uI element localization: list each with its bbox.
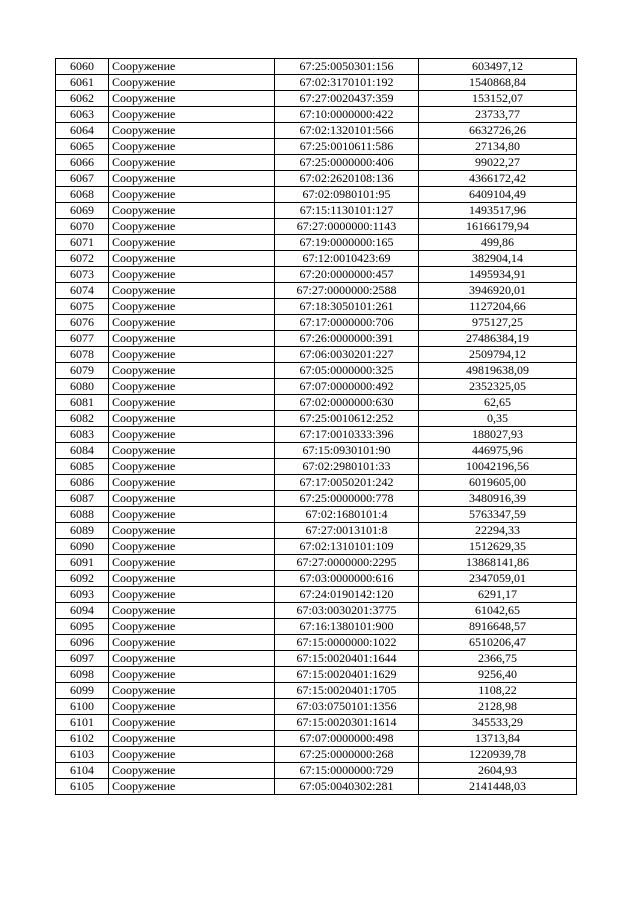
table-row: [56, 571, 577, 587]
cadastral-value-cell: 16166179,94: [419, 219, 577, 235]
cadastral-value-cell: 603497,12: [419, 59, 577, 75]
object-type-cell: Сооружение: [109, 235, 275, 251]
row-number-cell: 6072: [56, 251, 109, 267]
object-type-cell: Сооружение: [109, 619, 275, 635]
table-row: [56, 59, 577, 75]
object-type-cell: Сооружение: [109, 267, 275, 283]
table-row: [56, 699, 577, 715]
cadastral-value-cell: 0,35: [419, 411, 577, 427]
row-number-cell: 6086: [56, 475, 109, 491]
row-number-cell: 6068: [56, 187, 109, 203]
cadastral-value-cell: 2347059,01: [419, 571, 577, 587]
cadastral-value-cell: 2141448,03: [419, 779, 577, 795]
object-type-cell: Сооружение: [109, 475, 275, 491]
object-type-cell: Сооружение: [109, 539, 275, 555]
row-number-cell: 6080: [56, 379, 109, 395]
cadastral-value-cell: 5763347,59: [419, 507, 577, 523]
cadastral-number-cell: 67:10:0000000:422: [275, 107, 419, 123]
row-number-cell: 6090: [56, 539, 109, 555]
cadastral-value-cell: 27134,80: [419, 139, 577, 155]
table-row: [56, 395, 577, 411]
row-number-cell: 6066: [56, 155, 109, 171]
cadastral-value-cell: 1108,22: [419, 683, 577, 699]
cadastral-number-cell: 67:18:3050101:261: [275, 299, 419, 315]
table-row: [56, 219, 577, 235]
cadastral-number-cell: 67:02:1310101:109: [275, 539, 419, 555]
object-type-cell: Сооружение: [109, 171, 275, 187]
cadastral-value-cell: 8916648,57: [419, 619, 577, 635]
cadastral-number-cell: 67:19:0000000:165: [275, 235, 419, 251]
cadastral-value-cell: 99022,27: [419, 155, 577, 171]
row-number-cell: 6060: [56, 59, 109, 75]
cadastral-number-cell: 67:15:0020401:1705: [275, 683, 419, 699]
table-row: [56, 91, 577, 107]
table-row: [56, 347, 577, 363]
row-number-cell: 6094: [56, 603, 109, 619]
object-type-cell: Сооружение: [109, 715, 275, 731]
table-row: [56, 299, 577, 315]
object-type-cell: Сооружение: [109, 395, 275, 411]
registry-table-body: [56, 59, 577, 795]
object-type-cell: Сооружение: [109, 523, 275, 539]
table-row: [56, 267, 577, 283]
object-type-cell: Сооружение: [109, 347, 275, 363]
row-number-cell: 6103: [56, 747, 109, 763]
row-number-cell: 6078: [56, 347, 109, 363]
cadastral-number-cell: 67:15:0020401:1629: [275, 667, 419, 683]
cadastral-number-cell: 67:15:0020401:1644: [275, 651, 419, 667]
table-row: [56, 139, 577, 155]
cadastral-number-cell: 67:25:0050301:156: [275, 59, 419, 75]
cadastral-number-cell: 67:15:1130101:127: [275, 203, 419, 219]
cadastral-value-cell: 1540868,84: [419, 75, 577, 91]
object-type-cell: Сооружение: [109, 491, 275, 507]
object-type-cell: Сооружение: [109, 555, 275, 571]
object-type-cell: Сооружение: [109, 731, 275, 747]
table-row: [56, 315, 577, 331]
row-number-cell: 6062: [56, 91, 109, 107]
object-type-cell: Сооружение: [109, 363, 275, 379]
table-row: [56, 155, 577, 171]
row-number-cell: 6079: [56, 363, 109, 379]
table-row: [56, 331, 577, 347]
cadastral-number-cell: 67:03:0030201:3775: [275, 603, 419, 619]
table-row: [56, 411, 577, 427]
row-number-cell: 6081: [56, 395, 109, 411]
cadastral-value-cell: 345533,29: [419, 715, 577, 731]
row-number-cell: 6063: [56, 107, 109, 123]
cadastral-number-cell: 67:27:0020437:359: [275, 91, 419, 107]
table-row: [56, 587, 577, 603]
object-type-cell: Сооружение: [109, 651, 275, 667]
cadastral-number-cell: 67:02:2620108:136: [275, 171, 419, 187]
cadastral-number-cell: 67:07:0000000:498: [275, 731, 419, 747]
object-type-cell: Сооружение: [109, 59, 275, 75]
table-row: [56, 459, 577, 475]
cadastral-number-cell: 67:05:0040302:281: [275, 779, 419, 795]
cadastral-number-cell: 67:27:0000000:2588: [275, 283, 419, 299]
object-type-cell: Сооружение: [109, 187, 275, 203]
cadastral-number-cell: 67:15:0000000:729: [275, 763, 419, 779]
cadastral-value-cell: 1127204,66: [419, 299, 577, 315]
row-number-cell: 6073: [56, 267, 109, 283]
cadastral-number-cell: 67:07:0000000:492: [275, 379, 419, 395]
cadastral-value-cell: 22294,33: [419, 523, 577, 539]
cadastral-number-cell: 67:05:0000000:325: [275, 363, 419, 379]
cadastral-value-cell: 23733,77: [419, 107, 577, 123]
cadastral-value-cell: 9256,40: [419, 667, 577, 683]
object-type-cell: Сооружение: [109, 427, 275, 443]
cadastral-value-cell: 10042196,56: [419, 459, 577, 475]
table-row: [56, 779, 577, 795]
object-type-cell: Сооружение: [109, 251, 275, 267]
object-type-cell: Сооружение: [109, 459, 275, 475]
table-row: [56, 763, 577, 779]
table-row: [56, 187, 577, 203]
cadastral-number-cell: 67:02:1680101:4: [275, 507, 419, 523]
cadastral-value-cell: 49819638,09: [419, 363, 577, 379]
object-type-cell: Сооружение: [109, 411, 275, 427]
row-number-cell: 6093: [56, 587, 109, 603]
object-type-cell: Сооружение: [109, 443, 275, 459]
table-row: [56, 619, 577, 635]
row-number-cell: 6097: [56, 651, 109, 667]
cadastral-value-cell: 1495934,91: [419, 267, 577, 283]
cadastral-number-cell: 67:02:2980101:33: [275, 459, 419, 475]
cadastral-number-cell: 67:25:0000000:268: [275, 747, 419, 763]
cadastral-value-cell: 3480916,39: [419, 491, 577, 507]
table-row: [56, 731, 577, 747]
row-number-cell: 6067: [56, 171, 109, 187]
row-number-cell: 6088: [56, 507, 109, 523]
table-row: [56, 747, 577, 763]
cadastral-value-cell: 188027,93: [419, 427, 577, 443]
cadastral-number-cell: 67:26:0000000:391: [275, 331, 419, 347]
cadastral-value-cell: 6510206,47: [419, 635, 577, 651]
cadastral-value-cell: 6409104,49: [419, 187, 577, 203]
table-row: [56, 523, 577, 539]
row-number-cell: 6075: [56, 299, 109, 315]
row-number-cell: 6092: [56, 571, 109, 587]
cadastral-value-cell: 499,86: [419, 235, 577, 251]
object-type-cell: Сооружение: [109, 91, 275, 107]
row-number-cell: 6061: [56, 75, 109, 91]
table-row: [56, 443, 577, 459]
table-row: [56, 283, 577, 299]
object-type-cell: Сооружение: [109, 587, 275, 603]
cadastral-number-cell: 67:02:3170101:192: [275, 75, 419, 91]
row-number-cell: 6064: [56, 123, 109, 139]
object-type-cell: Сооружение: [109, 123, 275, 139]
object-type-cell: Сооружение: [109, 107, 275, 123]
object-type-cell: Сооружение: [109, 763, 275, 779]
row-number-cell: 6085: [56, 459, 109, 475]
cadastral-number-cell: 67:12:0010423:69: [275, 251, 419, 267]
row-number-cell: 6100: [56, 699, 109, 715]
row-number-cell: 6084: [56, 443, 109, 459]
table-row: [56, 75, 577, 91]
object-type-cell: Сооружение: [109, 699, 275, 715]
property-registry-table: [55, 58, 577, 795]
cadastral-value-cell: 3946920,01: [419, 283, 577, 299]
row-number-cell: 6065: [56, 139, 109, 155]
cadastral-value-cell: 2509794,12: [419, 347, 577, 363]
cadastral-number-cell: 67:16:1380101:900: [275, 619, 419, 635]
cadastral-number-cell: 67:17:0050201:242: [275, 475, 419, 491]
cadastral-value-cell: 27486384,19: [419, 331, 577, 347]
object-type-cell: Сооружение: [109, 635, 275, 651]
row-number-cell: 6096: [56, 635, 109, 651]
table-row: [56, 107, 577, 123]
cadastral-number-cell: 67:20:0000000:457: [275, 267, 419, 283]
object-type-cell: Сооружение: [109, 219, 275, 235]
cadastral-number-cell: 67:24:0190142:120: [275, 587, 419, 603]
cadastral-number-cell: 67:17:0000000:706: [275, 315, 419, 331]
cadastral-number-cell: 67:03:0000000:616: [275, 571, 419, 587]
object-type-cell: Сооружение: [109, 779, 275, 795]
row-number-cell: 6105: [56, 779, 109, 795]
row-number-cell: 6083: [56, 427, 109, 443]
cadastral-number-cell: 67:03:0750101:1356: [275, 699, 419, 715]
table-row: [56, 491, 577, 507]
table-row: [56, 651, 577, 667]
cadastral-value-cell: 2128,98: [419, 699, 577, 715]
cadastral-value-cell: 1512629,35: [419, 539, 577, 555]
table-row: [56, 203, 577, 219]
cadastral-number-cell: 67:15:0930101:90: [275, 443, 419, 459]
table-row: [56, 635, 577, 651]
row-number-cell: 6101: [56, 715, 109, 731]
row-number-cell: 6089: [56, 523, 109, 539]
object-type-cell: Сооружение: [109, 379, 275, 395]
cadastral-value-cell: 13713,84: [419, 731, 577, 747]
row-number-cell: 6102: [56, 731, 109, 747]
row-number-cell: 6104: [56, 763, 109, 779]
object-type-cell: Сооружение: [109, 155, 275, 171]
cadastral-value-cell: 13868141,86: [419, 555, 577, 571]
cadastral-value-cell: 2366,75: [419, 651, 577, 667]
table-row: [56, 603, 577, 619]
object-type-cell: Сооружение: [109, 283, 275, 299]
row-number-cell: 6076: [56, 315, 109, 331]
table-row: [56, 427, 577, 443]
cadastral-value-cell: 6632726,26: [419, 123, 577, 139]
cadastral-value-cell: 153152,07: [419, 91, 577, 107]
table-row: [56, 171, 577, 187]
object-type-cell: Сооружение: [109, 75, 275, 91]
table-row: [56, 379, 577, 395]
cadastral-number-cell: 67:17:0010333:396: [275, 427, 419, 443]
table-row: [56, 475, 577, 491]
object-type-cell: Сооружение: [109, 299, 275, 315]
row-number-cell: 6099: [56, 683, 109, 699]
object-type-cell: Сооружение: [109, 139, 275, 155]
object-type-cell: Сооружение: [109, 315, 275, 331]
cadastral-number-cell: 67:15:0020301:1614: [275, 715, 419, 731]
table-row: [56, 715, 577, 731]
cadastral-number-cell: 67:27:0000000:1143: [275, 219, 419, 235]
object-type-cell: Сооружение: [109, 683, 275, 699]
cadastral-number-cell: 67:15:0000000:1022: [275, 635, 419, 651]
cadastral-number-cell: 67:25:0000000:406: [275, 155, 419, 171]
table-row: [56, 667, 577, 683]
table-row: [56, 363, 577, 379]
table-row: [56, 235, 577, 251]
table-row: [56, 251, 577, 267]
cadastral-number-cell: 67:25:0010611:586: [275, 139, 419, 155]
row-number-cell: 6087: [56, 491, 109, 507]
cadastral-number-cell: 67:02:0980101:95: [275, 187, 419, 203]
row-number-cell: 6070: [56, 219, 109, 235]
cadastral-value-cell: 1493517,96: [419, 203, 577, 219]
object-type-cell: Сооружение: [109, 571, 275, 587]
object-type-cell: Сооружение: [109, 507, 275, 523]
cadastral-value-cell: 2352325,05: [419, 379, 577, 395]
object-type-cell: Сооружение: [109, 331, 275, 347]
row-number-cell: 6091: [56, 555, 109, 571]
table-row: [56, 683, 577, 699]
row-number-cell: 6074: [56, 283, 109, 299]
row-number-cell: 6069: [56, 203, 109, 219]
cadastral-number-cell: 67:27:0000000:2295: [275, 555, 419, 571]
cadastral-number-cell: 67:02:1320101:566: [275, 123, 419, 139]
object-type-cell: Сооружение: [109, 667, 275, 683]
row-number-cell: 6071: [56, 235, 109, 251]
table-row: [56, 123, 577, 139]
cadastral-value-cell: 62,65: [419, 395, 577, 411]
cadastral-value-cell: 61042,65: [419, 603, 577, 619]
object-type-cell: Сооружение: [109, 203, 275, 219]
cadastral-value-cell: 1220939,78: [419, 747, 577, 763]
row-number-cell: 6098: [56, 667, 109, 683]
cadastral-value-cell: 6019605,00: [419, 475, 577, 491]
cadastral-value-cell: 6291,17: [419, 587, 577, 603]
table-row: [56, 539, 577, 555]
cadastral-number-cell: 67:02:0000000:630: [275, 395, 419, 411]
object-type-cell: Сооружение: [109, 747, 275, 763]
table-row: [56, 555, 577, 571]
table-row: [56, 507, 577, 523]
cadastral-value-cell: 2604,93: [419, 763, 577, 779]
row-number-cell: 6077: [56, 331, 109, 347]
cadastral-number-cell: 67:25:0000000:778: [275, 491, 419, 507]
cadastral-number-cell: 67:25:0010612:252: [275, 411, 419, 427]
cadastral-value-cell: 4366172,42: [419, 171, 577, 187]
row-number-cell: 6082: [56, 411, 109, 427]
cadastral-number-cell: 67:27:0013101:8: [275, 523, 419, 539]
cadastral-value-cell: 382904,14: [419, 251, 577, 267]
object-type-cell: Сооружение: [109, 603, 275, 619]
cadastral-value-cell: 975127,25: [419, 315, 577, 331]
cadastral-number-cell: 67:06:0030201:227: [275, 347, 419, 363]
row-number-cell: 6095: [56, 619, 109, 635]
cadastral-value-cell: 446975,96: [419, 443, 577, 459]
